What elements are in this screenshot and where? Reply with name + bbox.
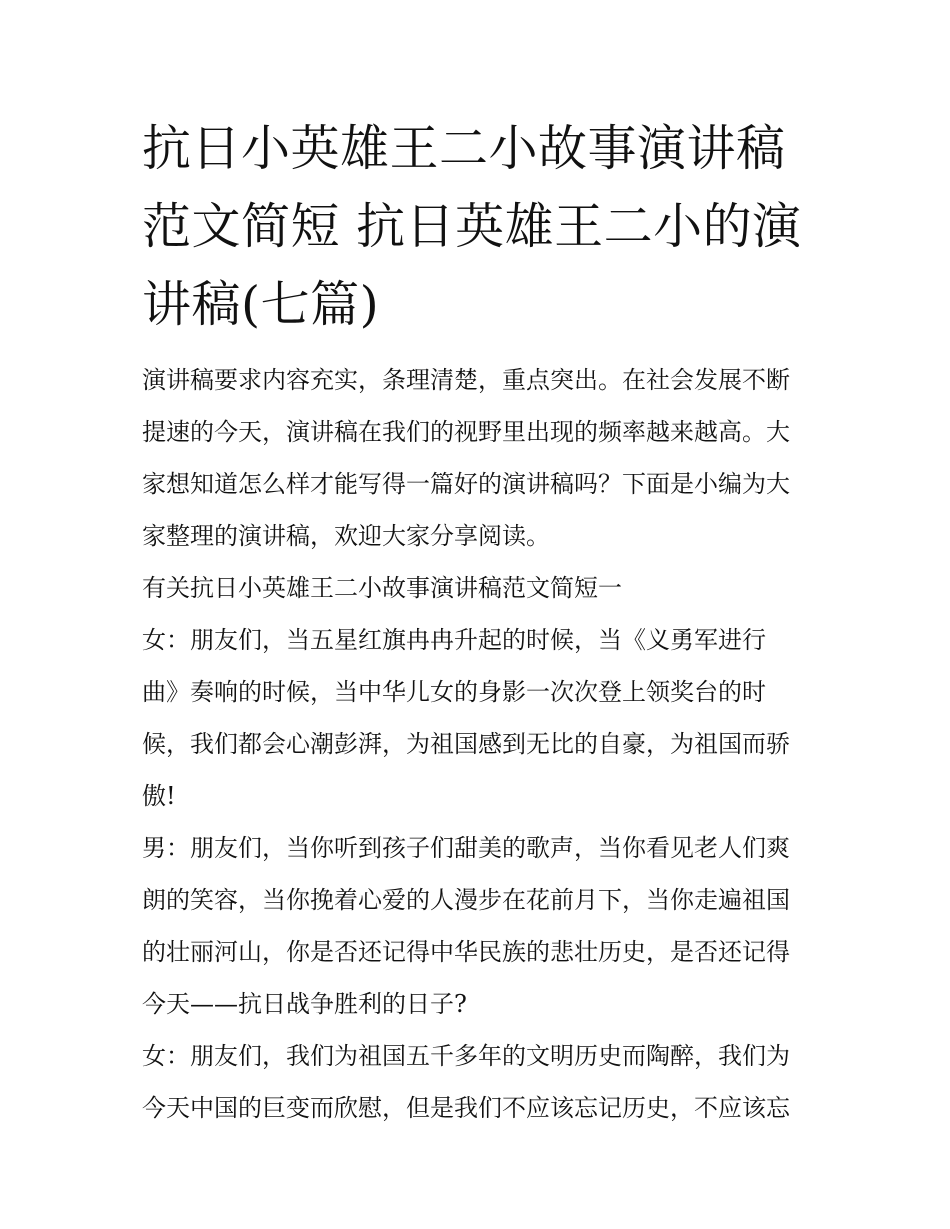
speech-line: 朗的笑容，当你挽着心爱的人漫步在花前月下，当你走遍祖国	[142, 886, 790, 914]
title-line: 范文简短 抗日英雄王二小的演	[142, 198, 802, 255]
document-body	[142, 354, 822, 1134]
title-line: 抗日小英雄王二小故事演讲稿	[142, 120, 786, 177]
intro-line: 演讲稿要求内容充实，条理清楚，重点突出。在社会发展不断	[142, 366, 790, 394]
speech-line: 傲!	[142, 782, 176, 810]
document-title	[142, 110, 822, 344]
speech-line: 候，我们都会心潮彭湃，为祖国感到无比的自豪，为祖国而骄	[142, 730, 790, 758]
speech-line: 曲》奏响的时候，当中华儿女的身影一次次登上领奖台的时	[142, 678, 766, 706]
section-heading: 有关抗日小英雄王二小故事演讲稿范文简短一	[142, 574, 622, 602]
intro-line: 家整理的演讲稿，欢迎大家分享阅读。	[142, 522, 550, 550]
speech-line: 今天中国的巨变而欣慰，但是我们不应该忘记历史，不应该忘	[142, 1094, 790, 1122]
document-content	[142, 110, 822, 1134]
speech-line: 女：朋友们，当五星红旗冉冉升起的时候，当《义勇军进行	[142, 626, 766, 654]
intro-line: 家想知道怎么样才能写得一篇好的演讲稿吗？下面是小编为大	[142, 470, 790, 498]
title-line: 讲稿(七篇)	[142, 276, 380, 333]
speech-line: 今天——抗日战争胜利的日子?	[142, 990, 467, 1018]
speech-line: 的壮丽河山，你是否还记得中华民族的悲壮历史，是否还记得	[142, 938, 790, 966]
speech-line: 男：朋友们，当你听到孩子们甜美的歌声，当你看见老人们爽	[142, 834, 790, 862]
speech-line: 女：朋友们，我们为祖国五千多年的文明历史而陶醉，我们为	[142, 1042, 790, 1070]
intro-line: 提速的今天，演讲稿在我们的视野里出现的频率越来越高。大	[142, 418, 790, 446]
